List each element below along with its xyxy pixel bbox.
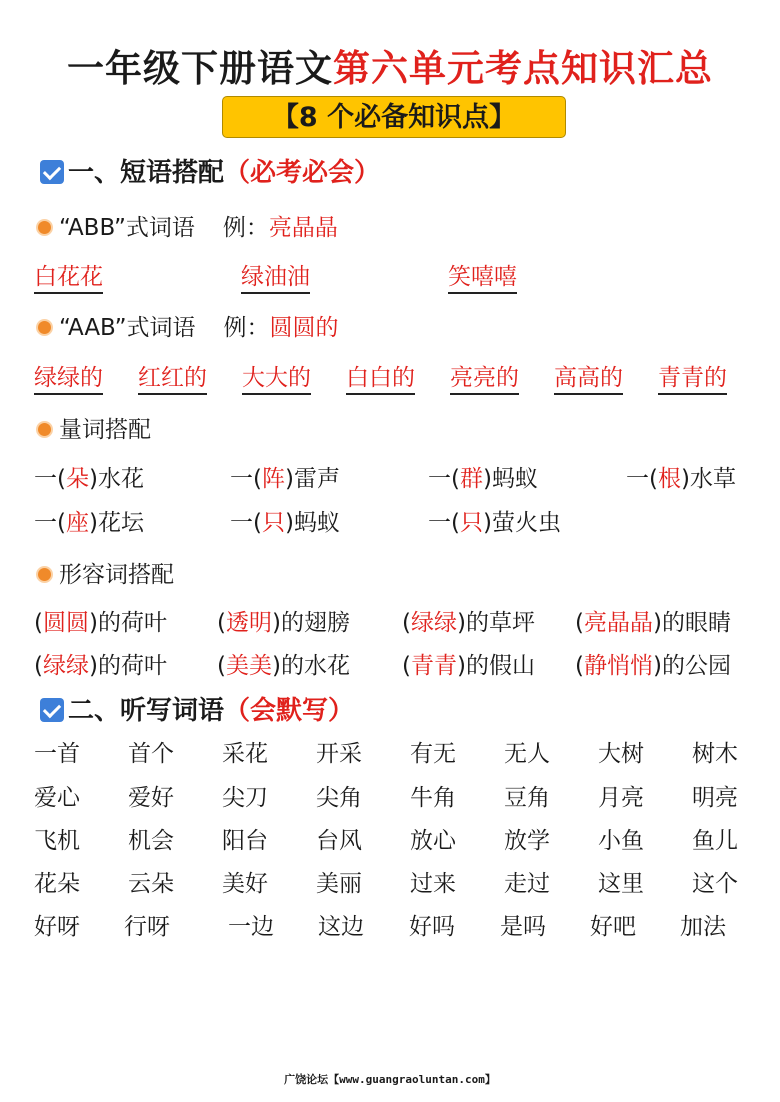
checkbox-icon	[40, 160, 64, 184]
dictation-word: 爱心	[34, 785, 80, 811]
dictation-word: 采花	[222, 741, 268, 767]
dictation-word: 好吗	[409, 914, 455, 940]
aab-label: “AAB”式词语	[59, 315, 196, 341]
measure-item: 一(座)花坛	[34, 510, 144, 536]
abb-word: 绿油油	[241, 258, 310, 294]
dictation-word: 过来	[410, 871, 456, 897]
measure-item: 一(只)萤火虫	[428, 510, 561, 536]
dictation-word: 机会	[128, 828, 174, 854]
dictation-word: 明亮	[692, 785, 738, 811]
measure-item: 一(朵)水花	[34, 466, 144, 492]
measure-item: 一(阵)雷声	[230, 466, 340, 492]
aab-word: 青青的	[658, 359, 727, 395]
section-1-note: （必考必会）	[224, 158, 381, 188]
dictation-word: 月亮	[598, 785, 644, 811]
abb-label: “ABB”式词语	[59, 215, 195, 241]
measure-label: 量词搭配	[59, 417, 151, 443]
dictation-word: 有无	[410, 741, 456, 767]
dictation-word: 树木	[692, 741, 738, 767]
section-2-title: 二、听写词语	[68, 696, 225, 726]
dictation-word: 爱好	[128, 785, 174, 811]
footer: 广饶论坛【www.guangraoluntan.com】	[284, 1073, 496, 1086]
bullet-icon	[36, 319, 53, 336]
adj-item: (透明)的翅膀	[217, 610, 350, 636]
section-2-heading	[40, 690, 354, 727]
dictation-word: 好吧	[590, 914, 636, 940]
aab-heading	[36, 309, 339, 342]
section-1-heading	[40, 152, 380, 189]
measure-heading	[36, 411, 151, 444]
dictation-word: 走过	[504, 871, 550, 897]
dictation-word: 小鱼	[598, 828, 644, 854]
abb-example: 亮晶晶	[268, 215, 338, 241]
dictation-word: 一首	[34, 741, 80, 767]
dictation-word: 美好	[222, 871, 268, 897]
aab-example-prefix: 例：	[223, 315, 270, 341]
bullet-icon	[36, 566, 53, 583]
bullet-icon	[36, 421, 53, 438]
abb-word: 笑嘻嘻	[448, 258, 517, 294]
adj-item: (亮晶晶)的眼睛	[575, 610, 731, 636]
dictation-word: 行呀	[124, 914, 170, 940]
dictation-word: 花朵	[34, 871, 80, 897]
aab-word: 绿绿的	[34, 359, 103, 395]
abb-word: 白花花	[34, 258, 103, 294]
measure-item: 一(根)水草	[626, 466, 736, 492]
measure-item: 一(只)蚂蚁	[230, 510, 340, 536]
page-title	[0, 38, 780, 92]
adj-item: (圆圆)的荷叶	[34, 610, 167, 636]
dictation-word: 美丽	[316, 871, 362, 897]
aab-word: 大大的	[242, 359, 311, 395]
checkbox-icon	[40, 698, 64, 722]
aab-word: 亮亮的	[450, 359, 519, 395]
adj-item: (美美)的水花	[217, 653, 350, 679]
adj-item: (静悄悄)的公园	[575, 653, 731, 679]
dictation-word: 放心	[410, 828, 456, 854]
dictation-word: 尖刀	[222, 785, 268, 811]
dictation-word: 这里	[598, 871, 644, 897]
adj-item: (绿绿)的草坪	[402, 610, 535, 636]
dictation-word: 好呀	[34, 914, 80, 940]
dictation-word: 加法	[680, 914, 726, 940]
section-2-note: （会默写）	[224, 696, 355, 726]
section-1-title: 一、短语搭配	[68, 158, 225, 188]
aab-example: 圆圆的	[269, 315, 339, 341]
dictation-word: 牛角	[410, 785, 456, 811]
dictation-word: 大树	[598, 741, 644, 767]
dictation-word: 飞机	[34, 828, 80, 854]
aab-word: 高高的	[554, 359, 623, 395]
dictation-word: 豆角	[504, 785, 550, 811]
dictation-word: 阳台	[222, 828, 268, 854]
dictation-word: 无人	[504, 741, 550, 767]
title-red: 第六单元考点知识汇总	[333, 47, 713, 90]
aab-word: 红红的	[138, 359, 207, 395]
banner: 【8 个必备知识点】	[222, 96, 566, 138]
dictation-word: 台风	[316, 828, 362, 854]
aab-word: 白白的	[346, 359, 415, 395]
abb-heading	[36, 209, 338, 242]
dictation-word: 鱼儿	[692, 828, 738, 854]
dictation-word: 是吗	[500, 914, 546, 940]
adj-item: (青青)的假山	[402, 653, 535, 679]
adj-heading	[36, 556, 174, 589]
title-black: 一年级下册语文	[67, 47, 333, 90]
bullet-icon	[36, 219, 53, 236]
dictation-word: 一边	[228, 914, 274, 940]
dictation-word: 尖角	[316, 785, 362, 811]
adj-item: (绿绿)的荷叶	[34, 653, 167, 679]
measure-item: 一(群)蚂蚁	[428, 466, 538, 492]
dictation-word: 开采	[316, 741, 362, 767]
adj-label: 形容词搭配	[59, 562, 174, 588]
dictation-word: 云朵	[128, 871, 174, 897]
abb-example-prefix: 例：	[222, 215, 269, 241]
dictation-word: 首个	[128, 741, 174, 767]
dictation-word: 放学	[504, 828, 550, 854]
dictation-word: 这个	[692, 871, 738, 897]
dictation-word: 这边	[318, 914, 364, 940]
